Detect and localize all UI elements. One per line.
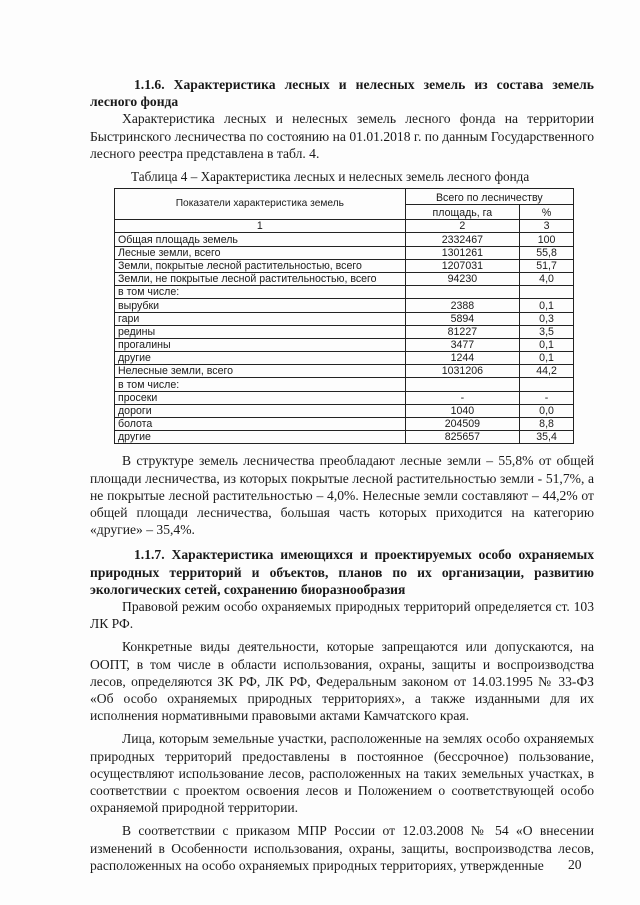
row-percent: 0,1 — [520, 299, 574, 312]
table-row — [115, 378, 574, 391]
row-label: Земли, не покрытые лесной растительностью, всего — [115, 272, 406, 285]
row-percent: - — [520, 391, 574, 404]
table-row — [115, 404, 574, 417]
row-label: редины — [115, 325, 406, 338]
table-row — [115, 286, 574, 299]
table-row — [115, 312, 574, 325]
row-percent: 35,4 — [520, 431, 574, 444]
row-label: другие — [115, 431, 406, 444]
page-content — [90, 76, 594, 874]
row-percent: 8,8 — [520, 418, 574, 431]
row-label: Нелесные земли, всего — [115, 365, 406, 378]
column-number: 1 — [115, 220, 406, 233]
section-number: 1.1.6. — [134, 77, 165, 92]
header-group: Всего по лесничеству — [405, 189, 573, 205]
row-label: болота — [115, 418, 406, 431]
row-label: в том числе: — [115, 286, 406, 299]
section-title: Характеристика лесных и нелесных земель из состава земель лесного фонда — [90, 77, 594, 110]
land-characteristics-table — [114, 188, 574, 444]
row-area: 5894 — [405, 312, 519, 325]
table-row — [115, 272, 574, 285]
row-percent — [520, 378, 574, 391]
table-row — [115, 299, 574, 312]
section-heading-1-1-7 — [90, 546, 594, 598]
table-row — [115, 338, 574, 351]
table-row — [115, 431, 574, 444]
row-area: 1244 — [405, 352, 519, 365]
table-row — [115, 365, 574, 378]
table-row — [115, 418, 574, 431]
row-percent: 4,0 — [520, 272, 574, 285]
structure-paragraph: В структуре земель лесничества преобладают лесные земли – 55,8% от общей площади лесничества, из которых покрытые лесной растительностью земли - 51,7%, а не покрытые лесной растительностью – 4,0%. Нелесные земли составляют – 44,2% от общей площади лесничества, большая часть которых приходится на категорию «другие» – 35,4%. — [90, 453, 594, 538]
table-header-row — [115, 189, 574, 205]
section-number: 1.1.7. — [134, 547, 165, 563]
row-label: прогалины — [115, 338, 406, 351]
column-number: 2 — [405, 220, 519, 233]
row-label: Земли, покрытые лесной растительностью, всего — [115, 259, 406, 272]
row-area: 1301261 — [405, 246, 519, 259]
row-percent: 51,7 — [520, 259, 574, 272]
body-paragraph: Конкретные виды деятельности, которые запрещаются или допускаются, на ООПТ, в том числе в области использования, охраны, защиты и воспроизводства лесов, определяются ЗК РФ, ЛК РФ, Федеральным законом от 14.03.1995 № 33-ФЗ «Об особо охраняемых природных территориях», а также изданными для их исполнения нормативными правовыми актами Камчатского края. — [90, 639, 594, 724]
table-row — [115, 352, 574, 365]
header-indicator: Показатели характеристика земель — [115, 189, 406, 220]
header-area: площадь, га — [405, 204, 519, 220]
row-label: Общая площадь земель — [115, 233, 406, 246]
section-heading-1-1-6 — [90, 76, 594, 110]
row-area: 81227 — [405, 325, 519, 338]
row-percent: 0,1 — [520, 338, 574, 351]
row-area: - — [405, 391, 519, 404]
row-area: 1031206 — [405, 365, 519, 378]
column-number: 3 — [520, 220, 574, 233]
table-row — [115, 246, 574, 259]
body-paragraph: Правовой режим особо охраняемых природных территорий определяется ст. 103 ЛК РФ. — [90, 599, 594, 632]
row-label: вырубки — [115, 299, 406, 312]
row-percent: 0,0 — [520, 404, 574, 417]
page-number: 20 — [568, 857, 582, 872]
row-area: 2332467 — [405, 233, 519, 246]
row-label: в том числе: — [115, 378, 406, 391]
row-percent: 3,5 — [520, 325, 574, 338]
row-percent: 0,3 — [520, 312, 574, 325]
row-label: просеки — [115, 391, 406, 404]
row-area — [405, 378, 519, 391]
row-area: 3477 — [405, 338, 519, 351]
row-area: 1040 — [405, 404, 519, 417]
intro-paragraph: Характеристика лесных и нелесных земель лесного фонда на территории Быстринского лесничества по состоянию на 01.01.2018 г. по данным Государственного лесного реестра представлена в табл. 4. — [90, 111, 594, 161]
row-label: дороги — [115, 404, 406, 417]
row-area: 204509 — [405, 418, 519, 431]
table-row — [115, 325, 574, 338]
body-paragraph: Лица, которым земельные участки, расположенные на землях особо охраняемых природных территорий предоставлены в постоянное (бессрочное) пользование, осуществляют использование лесов, расположенных на таких земельных участках, в соответствии с проектом освоения лесов и Положением о соответствующей особо охраняемой природной территории. — [90, 731, 594, 816]
row-area: 94230 — [405, 272, 519, 285]
row-percent — [520, 286, 574, 299]
table-caption: Таблица 4 – Характеристика лесных и нелесных земель лесного фонда — [131, 169, 530, 185]
row-percent: 0,1 — [520, 352, 574, 365]
table-row — [115, 233, 574, 246]
row-area — [405, 286, 519, 299]
row-percent: 55,8 — [520, 246, 574, 259]
section-title: Характеристика имеющихся и проектируемых особо охраняемых природных территорий и объектов, планов по их организации, развитию экологических сетей, сохранению биоразнообразия — [90, 547, 594, 597]
row-label: другие — [115, 352, 406, 365]
row-label: гари — [115, 312, 406, 325]
row-percent: 44,2 — [520, 365, 574, 378]
table-row — [115, 391, 574, 404]
row-label: Лесные земли, всего — [115, 246, 406, 259]
header-percent: % — [520, 204, 574, 220]
column-number-row — [115, 220, 574, 233]
body-paragraph: В соответствии с приказом МПР России от 12.03.2008 № 54 «О внесении изменений в Особенности использования, охраны, защиты, воспроизводства лесов, расположенных на особо охраняемых природных территориях, утвержденные — [90, 823, 594, 873]
table-row — [115, 259, 574, 272]
row-percent: 100 — [520, 233, 574, 246]
row-area: 2388 — [405, 299, 519, 312]
row-area: 825657 — [405, 431, 519, 444]
row-area: 1207031 — [405, 259, 519, 272]
